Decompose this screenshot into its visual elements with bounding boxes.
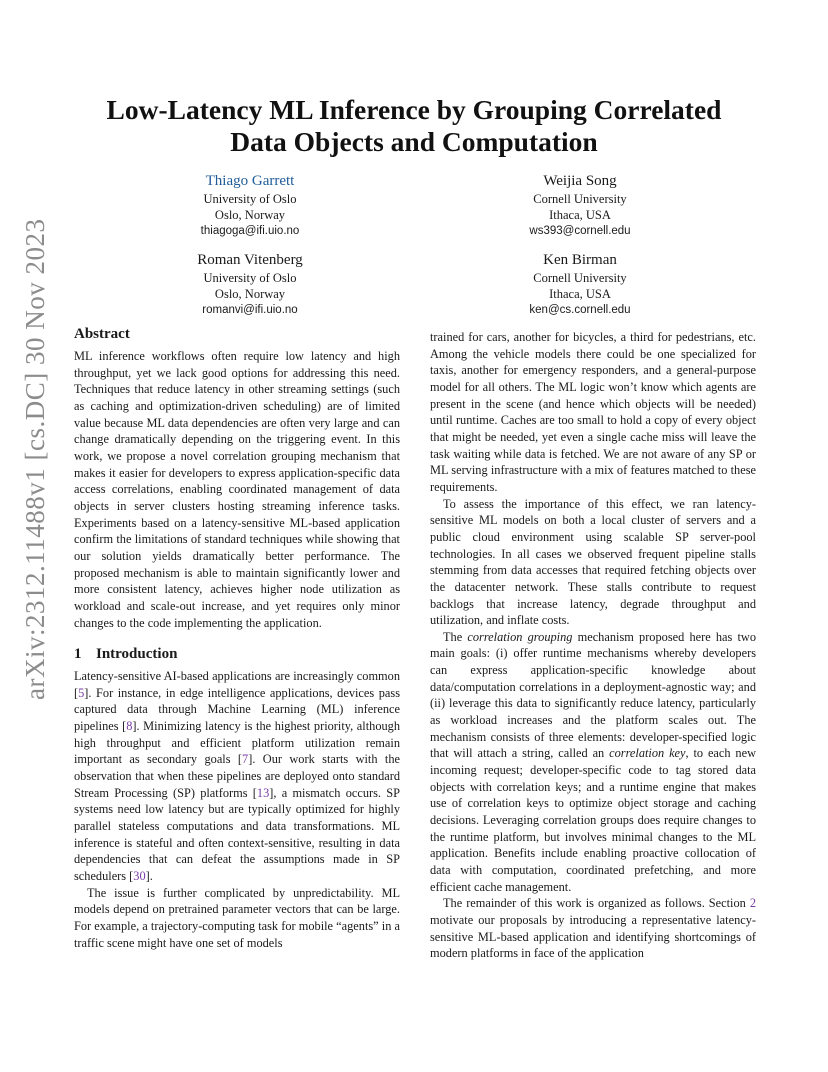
section-link[interactable]: 2: [749, 896, 756, 911]
author-location: Oslo, Norway: [214, 208, 286, 222]
author-location: Ithaca, USA: [549, 208, 611, 222]
text-run: The: [443, 629, 468, 644]
abstract-heading: Abstract: [74, 326, 130, 342]
introduction-heading: [74, 645, 400, 663]
citation-link[interactable]: 8: [126, 719, 133, 734]
text-run: The remainder of this work is organized as follows. Section: [443, 896, 750, 911]
author-block-vitenberg: [130, 250, 370, 318]
text-run: motivate our proposals by introducing a representative latency-sensitive ML-based application and identifying shortcomings of modern platforms in face of the application: [430, 912, 756, 961]
author-location: Ithaca, USA: [549, 287, 611, 301]
author-email: ws393@cornell.edu: [529, 225, 631, 237]
section-number: 1: [74, 646, 82, 663]
citation-link[interactable]: 30: [133, 869, 146, 884]
paper-title: [60, 94, 768, 158]
text-run: , to each new incoming request; developer-specific code to tag stored data objects with correlation keys; and a runtime engine that makes use of correlation keys to optimize object storage and caching decisions. Leveraging correlation groups does require changes to the runtime platform, but involves minimal changes to the ML application. Benefits include enabling proactive collocation of data with computation, coordinated prefetching, and more efficient cache management.: [430, 746, 756, 894]
author-block-garrett: [130, 171, 370, 239]
intro-paragraph-4: [430, 629, 756, 896]
author-location: Oslo, Norway: [214, 287, 286, 301]
author-block-birman: [460, 250, 700, 318]
author-name-link[interactable]: Thiago Garrett: [205, 173, 295, 189]
text-run: ]. For instance, in edge intelligence applications, devices pass captured data through Machine Learning (ML) inference pipelines [: [74, 685, 400, 734]
author-name: Weijia Song: [543, 173, 617, 189]
emphasis-term: correlation grouping: [467, 629, 573, 644]
citation-link[interactable]: 13: [256, 785, 270, 800]
intro-paragraph-1: [74, 668, 400, 885]
author-affiliation: University of Oslo: [203, 271, 297, 285]
author-block-song: [460, 171, 700, 239]
emphasis-term: correlation key: [609, 746, 686, 761]
arxiv-identifier: arXiv:2312.11488v1 [cs.DC] 30 Nov 2023: [20, 218, 50, 700]
author-name: Ken Birman: [543, 252, 617, 268]
author-email: thiagoga@ifi.uio.no: [200, 225, 300, 237]
left-column: [74, 325, 400, 951]
author-email: ken@cs.cornell.edu: [529, 304, 631, 316]
text-run: ]. Minimizing latency is the highest priority, although high throughput and efficient platform utilization remain important as secondary goals [: [74, 719, 401, 767]
abstract-text: ML inference workflows often require low latency and high throughput, yet we lack good options for addressing this need. Techniques that reduce latency in other streaming settings (such as caching and optimization-driven scheduling) are of limited value because ML data dependencies are often very large and can change dramatically depending on the triggering event. In this work, we propose a novel correlation grouping mechanism that makes it easier for developers to express application-specific data access correlations, enabling coordinated management of data objects in server clusters hosting streaming inference tasks. Experiments based on a latency-sensitive ML-based application confirm the limitations of standard techniques while showing that our solution yields dramatically better performance. The proposed mechanism is able to maintain significantly lower and more consistent latency, achieves higher node utilization as workload and scale-out increase, and yet requires only minor changes to the code implementing the application.: [74, 349, 400, 630]
text-run: ], a mismatch occurs. SP systems need low latency but are typically optimized for highly parallel stateless computations and data transformations. ML inference is stateful and often context-sensitive, resulting in data dependencies that can defeat the assumptions made in SP schedulers [: [74, 785, 400, 884]
section-title: Introduction: [96, 646, 178, 663]
title-line-2: Data Objects and Computation: [230, 126, 598, 157]
text-run: ].: [145, 869, 153, 884]
title-line-1: Low-Latency ML Inference by Grouping Correlated: [106, 94, 722, 125]
citation-link[interactable]: 7: [242, 752, 249, 767]
text-run: Latency-sensitive AI-based applications are increasingly common [: [74, 669, 400, 700]
intro-paragraph-3: To assess the importance of this effect, we ran latency-sensitive ML models on both a local cluster of servers and a public cloud environment using scalable SP server-pool technologies. In all cases we observed frequent pipeline stalls stemming from data accesses that required fetching objects over the datacenter network. These stalls contribute to request backlogs that increase latency, degrade throughput and utilization, and inflate costs.: [430, 496, 756, 628]
citation-link[interactable]: 5: [78, 685, 85, 700]
intro-paragraph-2-continued: trained for cars, another for bicycles, a third for pedestrians, etc. Among the vehicle models there could be one specialized for taxis, another for emergency responders, and a general-purpose model for all others. The ML logic won’t know which agents are present in the scene (and hence which objects will be needed) until runtime. Caches are too small to hold a copy of every object that might be needed, yet even a single cache miss will leave the task waiting while data is fetched. We are not aware of any SP or ML serving infrastructure with a mix of features matched to these requirements.: [430, 330, 756, 494]
intro-paragraph-2: The issue is further complicated by unpredictability. ML models depend on pretrained parameter vectors that can be large. For example, a trajectory-computing task for mobile “agents” in a traffic scene might have one set of models: [74, 885, 400, 950]
intro-paragraph-5: [430, 895, 756, 962]
right-column: [430, 329, 756, 962]
author-affiliation: University of Oslo: [203, 192, 297, 206]
author-affiliation: Cornell University: [533, 192, 627, 206]
text-run: mechanism proposed here has two main goals: (i) offer runtime mechanisms whereby developers can express application-specific knowledge about data/computation correlations in a deployment-agnostic way; and (ii) leverage this data to significantly reduce latency, particularly as workload increases and the platform scales out. The mechanism consists of three elements: developer-specified logic that will attach a string, called an: [430, 629, 757, 761]
author-name: Roman Vitenberg: [197, 252, 303, 268]
text-run: ]. Our work starts with the observation that when these pipelines are deployed onto standard Stream Processing (SP) platforms [: [74, 752, 401, 800]
author-email: romanvi@ifi.uio.no: [202, 304, 298, 316]
author-affiliation: Cornell University: [533, 271, 627, 285]
